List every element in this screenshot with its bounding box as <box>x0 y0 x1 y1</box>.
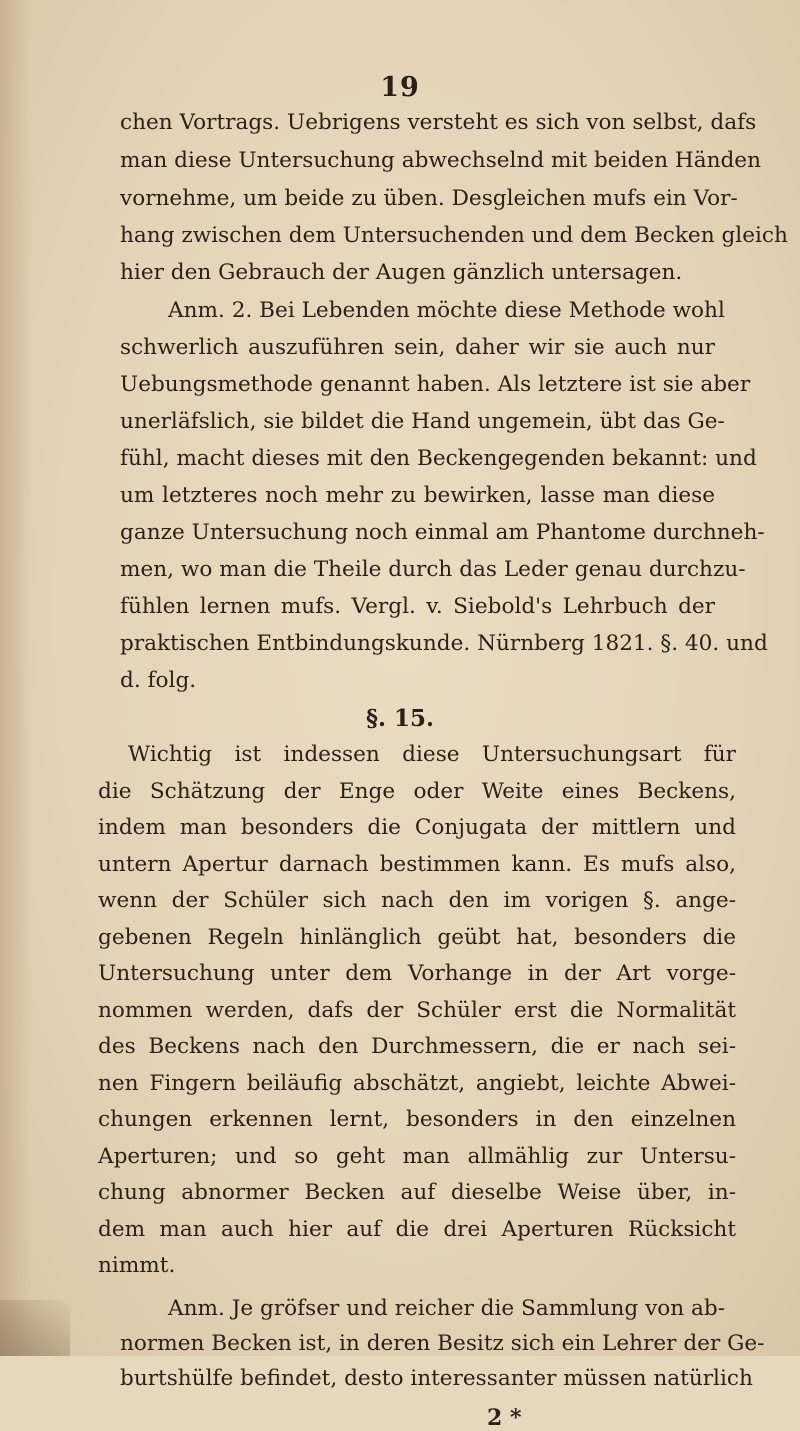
note-line: unerläfslich, sie bildet die Hand ungemein, übt das Ge- <box>120 409 725 434</box>
page-edge-shadow <box>0 0 32 1356</box>
text-line: gebenen Regeln hinlänglich geübt hat, besonders die <box>98 924 736 950</box>
note-line: schwerlich auszuführen sein, daher wir sie auch nur <box>120 335 715 360</box>
note-line: fühlen lernen mufs. Vergl. v. Siebold's Lehrbuch der <box>120 594 715 619</box>
note-line: Uebungsmethode genannt haben. Als letztere ist sie aber <box>120 372 751 397</box>
text-line: hier den Gebrauch der Augen gänzlich untersagen. <box>120 260 683 285</box>
text-line: Untersuchung unter dem Vorhange in der Art vorge- <box>98 961 736 986</box>
text-line: Aperturen; und so geht man allmählig zur Untersu- <box>98 1143 736 1169</box>
text-line: des Beckens nach den Durchmessern, die er nach sei- <box>98 1034 736 1059</box>
text-line: die Schätzung der Enge oder Weite eines Beckens, <box>98 778 736 804</box>
note-line: men, wo man die Theile durch das Leder genau durchzu- <box>120 557 746 582</box>
note-line: Anm. 2. Bei Lebenden möchte diese Methode wohl <box>168 298 725 323</box>
note-line: praktischen Entbindungskunde. Nürnberg 1821. §. 40. und <box>120 631 768 656</box>
note-line: normen Becken ist, in deren Besitz sich ein Lehrer der Ge- <box>120 1330 765 1356</box>
text-line: nommen werden, dafs der Schüler erst die Normalität <box>98 997 736 1023</box>
section-heading: §. 15. <box>365 705 435 732</box>
text-line: man diese Untersuchung abwechselnd mit beiden Händen <box>120 148 761 173</box>
text-line: nimmt. <box>98 1253 176 1278</box>
text-line: hang zwischen dem Untersuchenden und dem Becken gleich <box>120 223 788 248</box>
signature-mark: 2 * <box>487 1404 522 1431</box>
page-corner-shadow <box>0 1300 70 1356</box>
text-line: nen Fingern beiläufig abschätzt, angiebt, leichte Abwei- <box>98 1070 736 1096</box>
text-line: wenn der Schüler sich nach den im vorigen §. ange- <box>98 888 736 913</box>
note-line: ganze Untersuchung noch einmal am Phantome durchneh- <box>120 520 765 545</box>
text-line: chung abnormer Becken auf dieselbe Weise über, in- <box>98 1180 736 1205</box>
note-line: d. folg. <box>120 668 197 693</box>
text-line: untern Apertur darnach bestimmen kann. Es mufs also, <box>98 851 736 877</box>
note-line: fühl, macht dieses mit den Beckengegenden bekannt: und <box>120 446 757 471</box>
text-line: dem man auch hier auf die drei Aperturen Rücksicht <box>98 1216 736 1242</box>
text-line: chen Vortrags. Uebrigens versteht es sich von selbst, dafs <box>120 110 757 135</box>
note-line: burtshülfe befindet, desto interessanter müssen natürlich <box>120 1365 753 1391</box>
note-line: Anm. Je gröfser und reicher die Sammlung von ab- <box>168 1295 726 1321</box>
text-line: Wichtig ist indessen diese Untersuchungsart für <box>128 742 736 767</box>
text-line: chungen erkennen lernt, besonders in den einzelnen <box>98 1107 736 1132</box>
note-line: um letzteres noch mehr zu bewirken, lasse man diese <box>120 483 715 508</box>
page-number: 19 <box>380 72 420 103</box>
text-line: indem man besonders die Conjugata der mittlern und <box>98 815 736 840</box>
text-line: vornehme, um beide zu üben. Desgleichen mufs ein Vor- <box>120 186 738 211</box>
